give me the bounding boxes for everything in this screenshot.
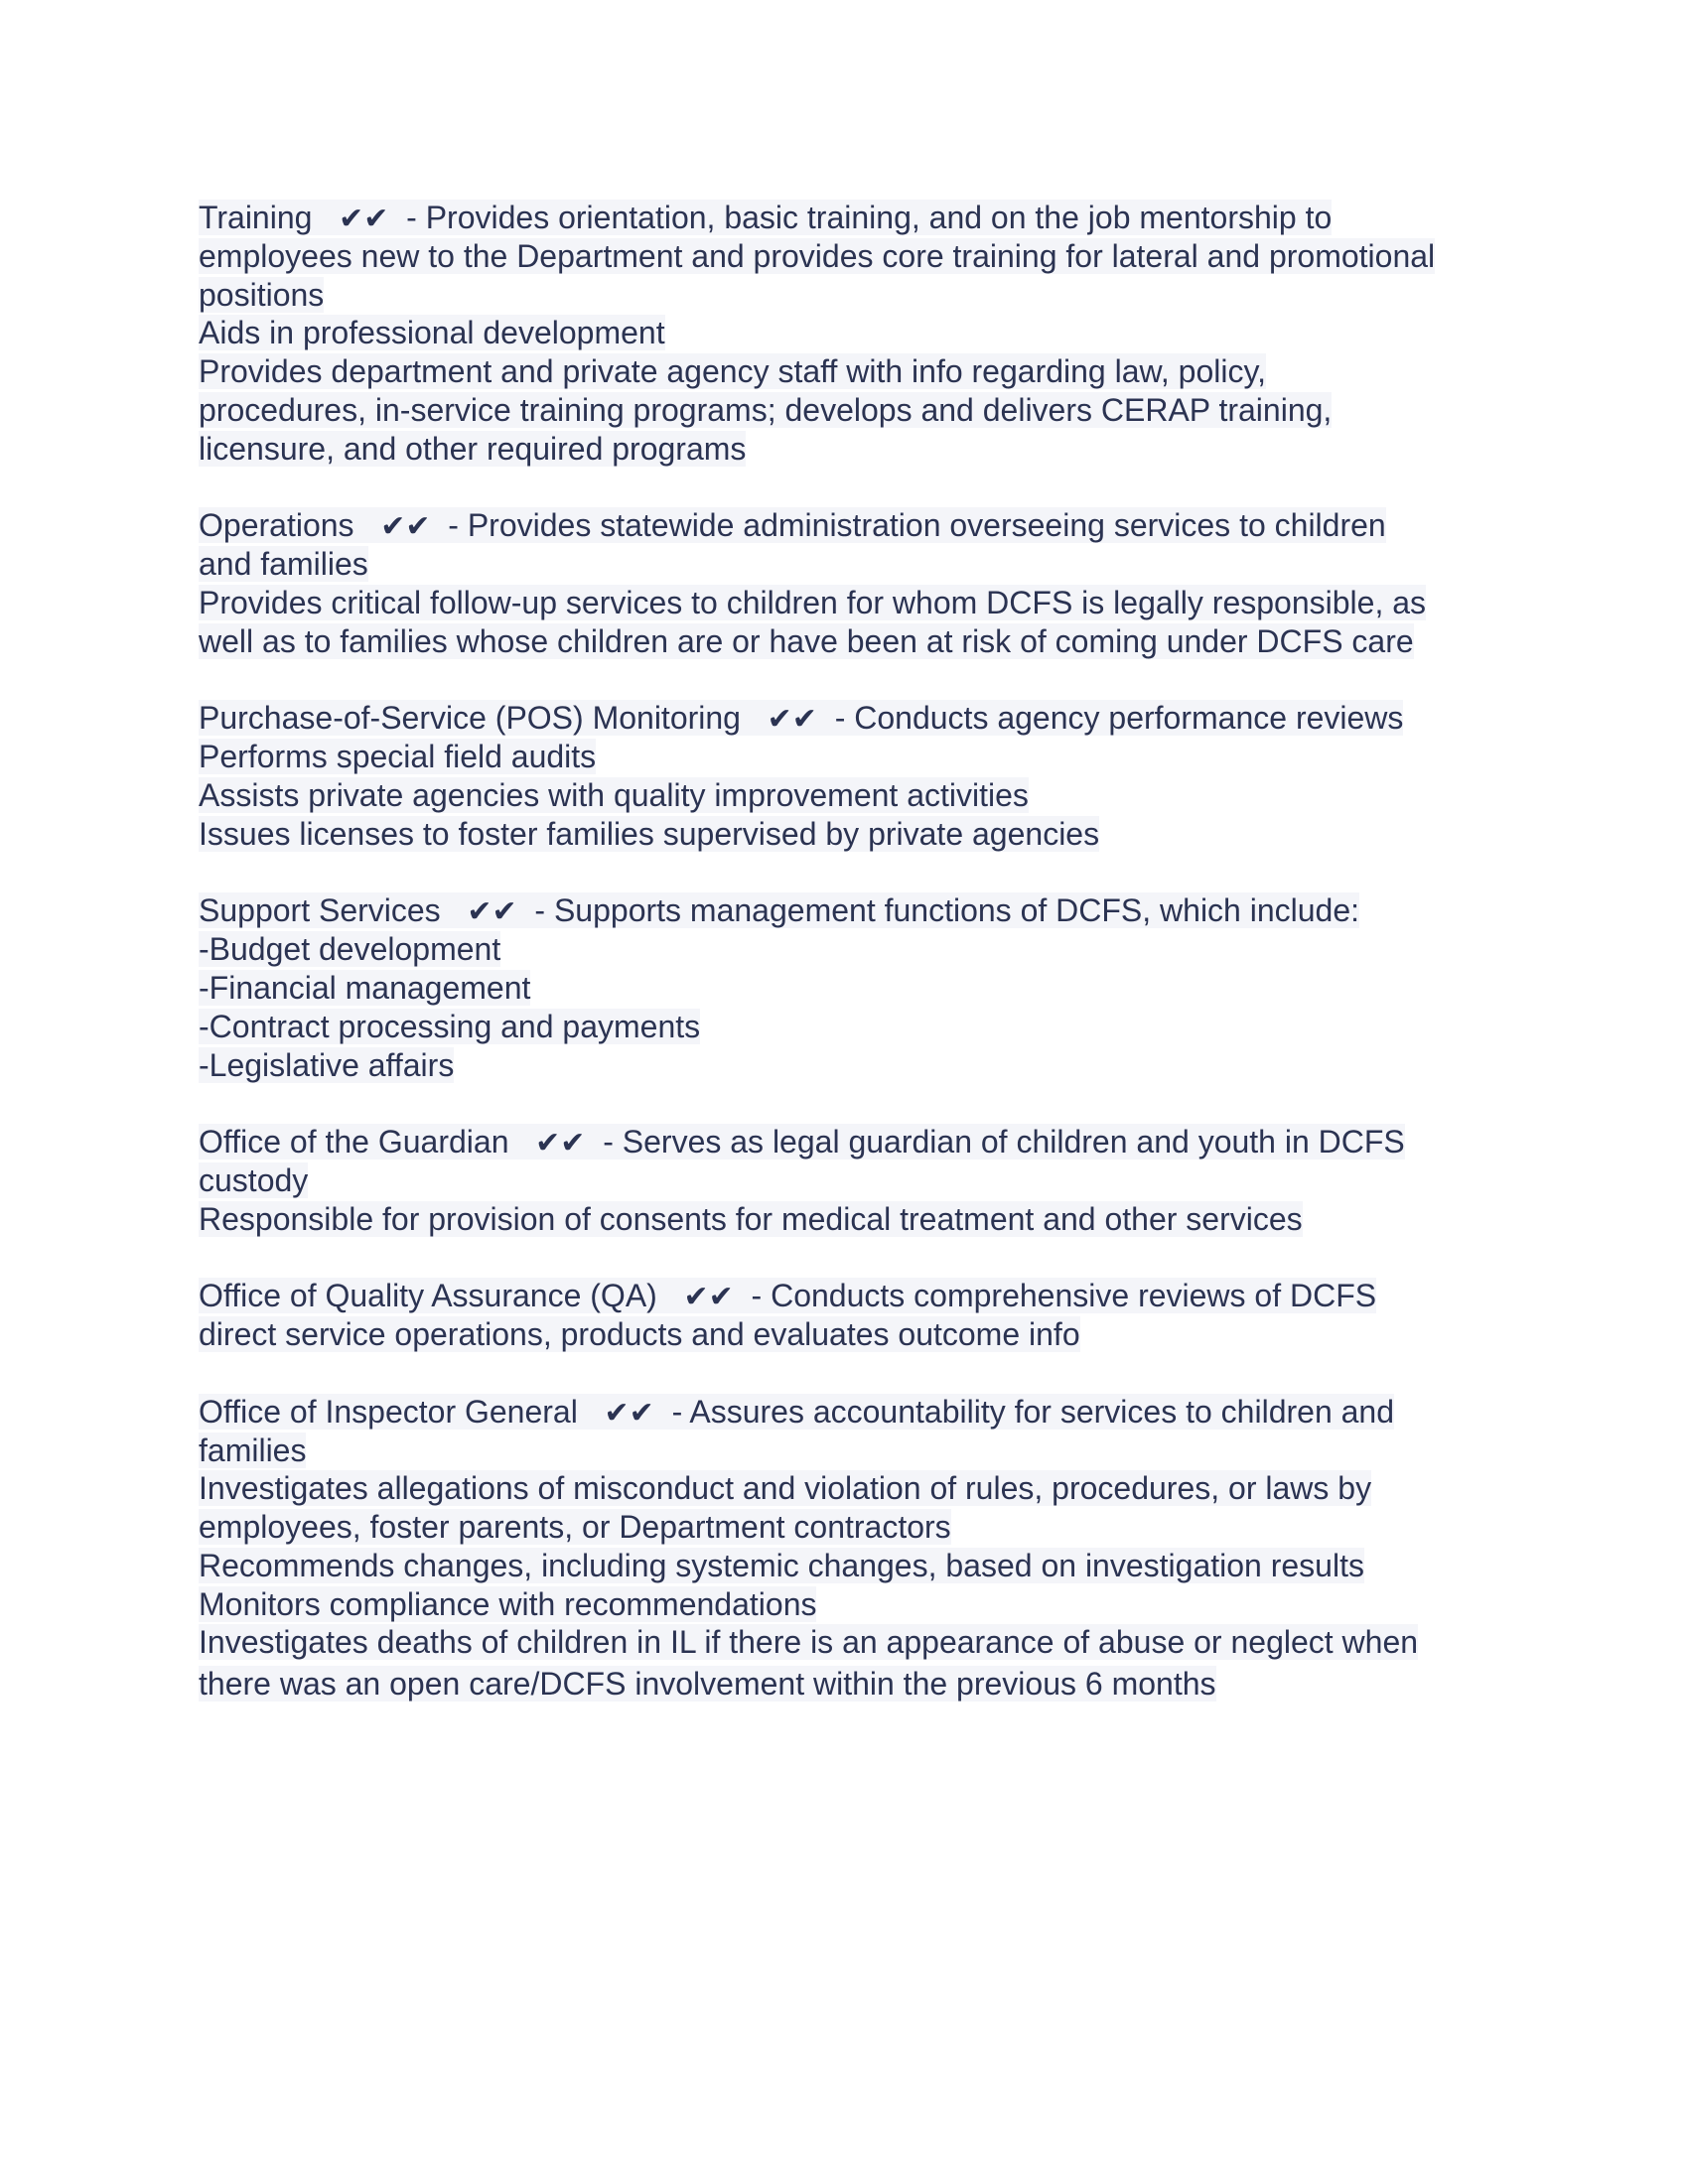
double-check-icon: ✔✔ bbox=[767, 703, 817, 737]
section-line: Investigates allegations of misconduct and violation of rules, procedures, or laws by bbox=[199, 1470, 1372, 1507]
section-line: Aids in professional development bbox=[199, 315, 665, 351]
section-pos-monitoring bbox=[199, 699, 1509, 853]
section-line: Investigates deaths of children in IL if there is an appearance of abuse or neglect when bbox=[199, 1624, 1419, 1661]
spacer bbox=[199, 1084, 1509, 1123]
section-line: licensure, and other required programs bbox=[199, 430, 747, 467]
spacer bbox=[199, 661, 1509, 700]
section-line: procedures, in-service training programs; develops and delivers CERAP training, bbox=[199, 391, 1333, 428]
section-line: - Provides orientation, basic training, and on the job mentorship to bbox=[397, 200, 1333, 235]
spacer bbox=[199, 469, 1509, 507]
section-line: well as to families whose children are or have been at risk of coming under DCFS care bbox=[199, 622, 1414, 659]
section-title: Operations bbox=[199, 507, 354, 544]
section-line: Responsible for provision of consents for medical treatment and other services bbox=[199, 1200, 1303, 1237]
section-title: Office of Quality Assurance (QA) bbox=[199, 1278, 657, 1314]
list-item: -Legislative affairs bbox=[199, 1046, 455, 1083]
section-operations bbox=[199, 506, 1509, 660]
section-line: Monitors compliance with recommendations bbox=[199, 1585, 817, 1622]
double-check-icon: ✔✔ bbox=[339, 203, 389, 235]
section-title: Office of the Guardian bbox=[199, 1124, 509, 1160]
list-item: -Financial management bbox=[199, 969, 531, 1006]
section-line: - Assures accountability for services to children and bbox=[662, 1393, 1395, 1430]
section-office-of-inspector-general bbox=[199, 1393, 1509, 1704]
section-support-services bbox=[199, 891, 1509, 1084]
section-line: - Supports management functions of DCFS, which include: bbox=[525, 892, 1360, 929]
double-check-icon: ✔✔ bbox=[604, 1396, 654, 1430]
section-title: Purchase-of-Service (POS) Monitoring bbox=[199, 700, 741, 737]
section-line: - Serves as legal guardian of children and youth in DCFS bbox=[594, 1124, 1405, 1160]
section-line: employees, foster parents, or Department contractors bbox=[199, 1509, 951, 1546]
double-check-icon: ✔✔ bbox=[380, 510, 431, 544]
double-check-icon: ✔✔ bbox=[467, 895, 517, 929]
section-line: positions bbox=[199, 276, 325, 313]
section-line: Performs special field audits bbox=[199, 739, 597, 775]
spacer bbox=[199, 1239, 1509, 1278]
section-line: Provides critical follow-up services to children for whom DCFS is legally responsible, as bbox=[199, 584, 1427, 620]
section-line: Assists private agencies with quality improvement activities bbox=[199, 776, 1029, 813]
list-item: -Budget development bbox=[199, 931, 501, 968]
section-training bbox=[199, 199, 1509, 469]
document-page bbox=[199, 199, 1509, 1704]
section-line: direct service operations, products and evaluates outcome info bbox=[199, 1316, 1080, 1353]
section-line: Issues licenses to foster families supervised by private agencies bbox=[199, 815, 1100, 852]
section-office-of-quality-assurance bbox=[199, 1277, 1509, 1354]
section-line: custody bbox=[199, 1161, 309, 1198]
section-line: employees new to the Department and provides core training for lateral and promotional bbox=[199, 237, 1436, 274]
double-check-icon: ✔✔ bbox=[683, 1281, 734, 1314]
section-title: Training bbox=[199, 200, 313, 235]
spacer bbox=[199, 854, 1509, 892]
section-title: Support Services bbox=[199, 892, 441, 929]
section-line: families bbox=[199, 1432, 307, 1468]
section-line: there was an open care/DCFS involvement within the previous 6 months bbox=[199, 1666, 1216, 1703]
spacer bbox=[199, 1354, 1509, 1393]
section-line: and families bbox=[199, 546, 368, 583]
section-line: Recommends changes, including systemic changes, based on investigation results bbox=[199, 1547, 1364, 1583]
section-line: - Conducts comprehensive reviews of DCFS bbox=[742, 1278, 1377, 1314]
section-line: Provides department and private agency staff with info regarding law, policy, bbox=[199, 353, 1266, 390]
double-check-icon: ✔✔ bbox=[535, 1127, 586, 1160]
section-title: Office of Inspector General bbox=[199, 1393, 578, 1430]
section-office-of-the-guardian bbox=[199, 1123, 1509, 1238]
section-line: - Conducts agency performance reviews bbox=[825, 700, 1404, 737]
section-line: - Provides statewide administration overseeing services to children bbox=[439, 507, 1386, 544]
list-item: -Contract processing and payments bbox=[199, 1008, 701, 1044]
